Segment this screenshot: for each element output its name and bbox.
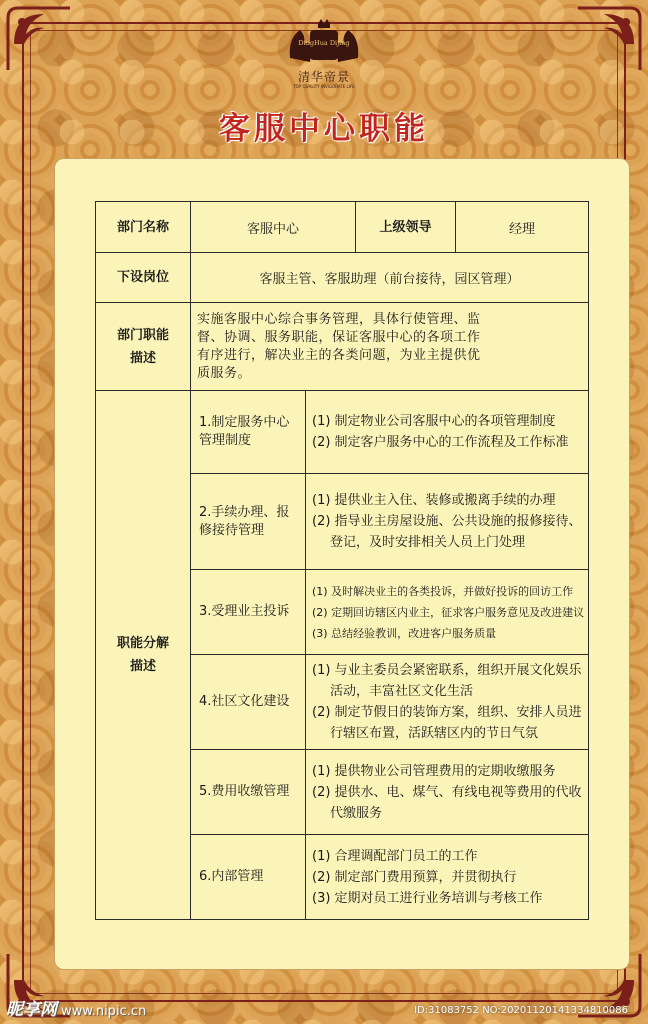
task-name-line: 1.制定服务中心 (199, 415, 290, 430)
task-item: (1) 制定物业公司客服中心的各项管理制度 (312, 414, 556, 429)
corner-ornament-top-right (574, 4, 644, 74)
brand-slogan: TOP QUALITY INVIGORATE LIFE (293, 84, 355, 89)
task-item: (1) 合理调配部门员工的工作 (312, 848, 478, 864)
task-items-1 (306, 391, 589, 474)
duty-desc-line: 有序进行，解决业主的各类问题，为业主提供优 (197, 347, 481, 363)
task-items-3 (306, 570, 589, 655)
task-item: 代缴服务 (330, 805, 383, 821)
table-row-positions (96, 253, 589, 303)
superior-value: 经理 (456, 202, 589, 253)
crest-icon (284, 18, 364, 68)
table-row-duty (96, 303, 589, 391)
table-row-dept (96, 202, 589, 253)
brand-name: 清华帝景 (297, 70, 350, 84)
positions-label: 下设岗位 (96, 253, 191, 303)
duty-desc-line: 督、协调、服务职能，保证客服中心的各项工作 (197, 329, 481, 345)
duty-description (191, 303, 589, 391)
task-item: 活动，丰富社区文化生活 (330, 684, 474, 699)
task-name-line: 管理制度 (199, 433, 252, 448)
task-name-line: 3.受理业主投诉 (199, 604, 290, 619)
duty-desc-line: 实施客服中心综合事务管理，具体行使管理、监 (197, 311, 481, 327)
page-title: 客服中心职能 (219, 111, 429, 147)
task-items-2 (306, 474, 589, 570)
task-name-4 (191, 655, 306, 750)
corner-ornament-top-left (4, 4, 74, 74)
task-item: (3) 定期对员工进行业务培训与考核工作 (312, 890, 543, 906)
duty-label-line1: 部门职能 (116, 327, 169, 343)
table-row-task-1 (96, 391, 589, 474)
breakdown-label-line2: 描述 (129, 659, 156, 674)
task-item: (2) 制定节假日的装饰方案，组织、安排人员进 (312, 705, 582, 720)
task-item: (1) 与业主委员会紧密联系，组织开展文化娱乐 (312, 663, 582, 678)
breakdown-label-line1: 职能分解 (116, 636, 169, 651)
task-item: (2) 提供水、电、煤气、有线电视等费用的代收 (312, 784, 582, 800)
task-item: (2) 定期回访辖区内业主，征求客户服务意见及改进建议 (312, 605, 585, 619)
task-name-6 (191, 835, 306, 920)
task-name-line: 4.社区文化建设 (199, 694, 290, 709)
positions-value: 客服主管、客服助理（前台接待，园区管理） (191, 253, 589, 303)
task-items-4 (306, 655, 589, 750)
crest-latin-text: DingHua Dijing (298, 39, 350, 47)
task-items-6 (306, 835, 589, 920)
brand-logo (284, 18, 364, 90)
watermark-url: www.nipic.cn (61, 1004, 147, 1019)
task-name-1 (191, 391, 306, 474)
task-item: (1) 提供业主入住、装修或搬离手续的办理 (312, 493, 556, 508)
superior-label: 上级领导 (356, 202, 456, 253)
watermark-brand (6, 995, 146, 1020)
task-name-line: 6.内部管理 (199, 869, 264, 884)
watermark-brand-text: 昵享网 (6, 1000, 57, 1020)
dept-name-label: 部门名称 (96, 202, 191, 253)
duty-label (96, 303, 191, 391)
duty-desc-line: 质服务。 (197, 365, 252, 381)
watermark-id: ID:31083752 NO:20201120141334810086 (414, 1005, 628, 1016)
task-name-line: 2.手续办理、报 (199, 504, 290, 520)
duty-table (95, 201, 589, 920)
task-name-5 (191, 750, 306, 835)
task-item: (2) 指导业主房屋设施、公共设施的报修接待、 (312, 514, 582, 529)
task-item: (2) 制定部门费用预算，并贯彻执行 (312, 869, 517, 885)
task-name-3 (191, 570, 306, 655)
task-item: (2) 制定客户服务中心的工作流程及工作标准 (312, 435, 569, 450)
breakdown-label (96, 391, 191, 920)
task-name-line: 5.费用收缴管理 (199, 784, 290, 799)
duty-label-line2: 描述 (129, 350, 156, 366)
task-item: 登记，及时安排相关人员上门处理 (330, 535, 526, 550)
dept-name-value: 客服中心 (191, 202, 356, 253)
task-item: 行辖区布置，活跃辖区内的节日气氛 (330, 726, 539, 741)
task-name-line: 修接待管理 (199, 522, 265, 538)
task-item: (3) 总结经验教训，改进客户服务质量 (312, 626, 497, 640)
task-name-2 (191, 474, 306, 570)
task-items-5 (306, 750, 589, 835)
task-item: (1) 提供物业公司管理费用的定期收缴服务 (312, 763, 556, 779)
task-item: (1) 及时解决业主的各类投诉，并做好投诉的回访工作 (312, 584, 574, 598)
